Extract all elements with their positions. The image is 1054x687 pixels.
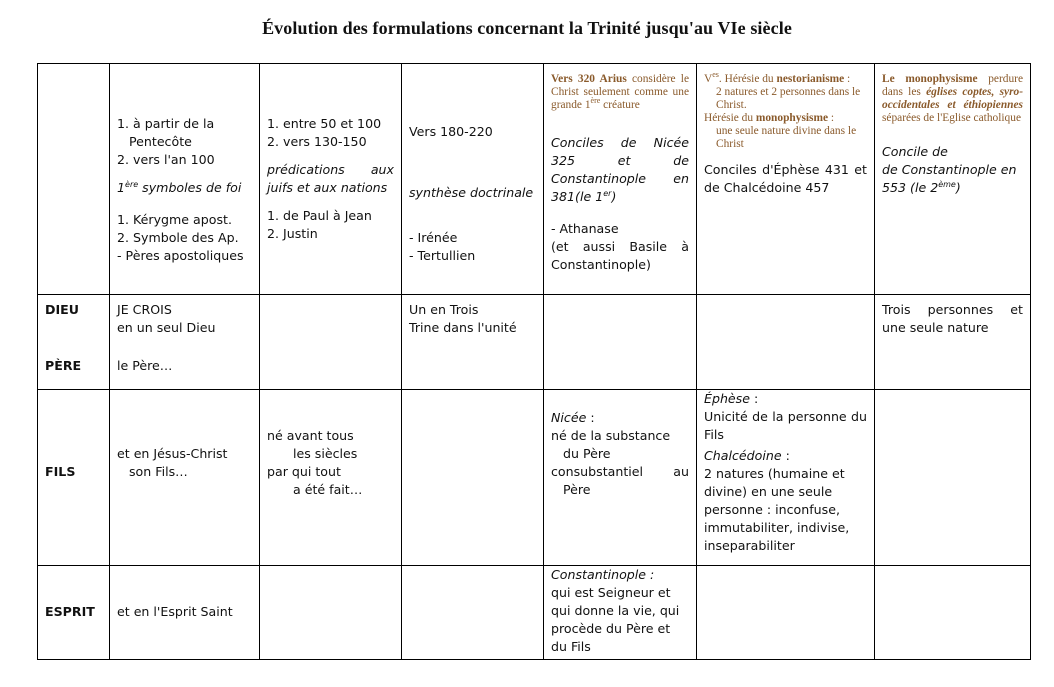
cell-dieu-3 (402, 295, 544, 390)
text-block: qui est Seigneur et qui donne la vie, qui procède du Père et du Fils (551, 585, 680, 654)
text-line: né avant tous (267, 428, 354, 443)
text-block: Trois personnes et une seule nature (882, 302, 1023, 335)
row-label-fils (38, 390, 110, 566)
empty-cell (260, 295, 402, 390)
text-line: Père (563, 482, 591, 497)
text-line: - Tertullien (409, 248, 476, 263)
empty-cell (544, 295, 697, 390)
text-line: par qui tout (267, 464, 341, 479)
text-line: 1. entre 50 et 100 (267, 116, 382, 131)
text-line: Nicée : (551, 410, 595, 425)
monophysism-note: Le monophysisme perdure dans les églises coptes, syro-occidentales et éthiopiennes séparées de l'Eglise catholique (882, 73, 1023, 124)
empty-cell (697, 295, 875, 390)
text-line: consubstantiel au (551, 464, 689, 479)
cell-fils-4 (544, 390, 697, 566)
text-line: Un en Trois (409, 302, 479, 317)
text-line: prédications aux (267, 162, 394, 177)
text-line: Vers 180-220 (409, 124, 493, 139)
text-block: (et aussi Basile à Constantinople) (551, 239, 689, 272)
cell-esprit-1 (110, 566, 260, 660)
text-line: Concile de (882, 144, 948, 159)
empty-cell (875, 390, 1031, 566)
text-line: 1. de Paul à Jean (267, 208, 372, 223)
empty-cell (402, 390, 544, 566)
table-row-dieu (38, 295, 1031, 390)
text-line: JE CROIS (117, 302, 172, 317)
cell-header-period-3 (402, 64, 544, 295)
cell-fils-2 (260, 390, 402, 566)
cell-dieu-1 (110, 295, 260, 390)
text-line: en un seul Dieu (117, 320, 216, 335)
cell-esprit-4 (544, 566, 697, 660)
trinity-table (37, 63, 1031, 660)
cell-fils-5 (697, 390, 875, 566)
cell-dieu-6 (875, 295, 1031, 390)
empty-cell (402, 566, 544, 660)
text-line: 2. Justin (267, 226, 318, 241)
text-line: du Père (563, 446, 611, 461)
text-line: Pentecôte (129, 134, 192, 149)
arius-note: Vers 320 Arius considère le Christ seulement comme une grande 1ère créature (551, 73, 689, 111)
text-line: le Père… (117, 358, 173, 373)
text-line: Trine dans l'unité (409, 320, 517, 335)
text-line: synthèse doctrinale (409, 185, 534, 200)
text-line: Chalcédoine : (704, 448, 790, 463)
row-label-dieu-pere (38, 295, 110, 390)
text-line: - Athanase (551, 221, 619, 236)
text-line: 1ère symboles de foi (117, 179, 242, 195)
text-line: a été fait… (293, 482, 363, 497)
row-label: FILS (45, 464, 76, 479)
cell-fils-1 (110, 390, 260, 566)
table-row-header (38, 64, 1031, 295)
text-line: et en l'Esprit Saint (117, 604, 233, 619)
table-row-fils (38, 390, 1031, 566)
text-line: juifs et aux nations (267, 180, 388, 195)
cell-header-period-1 (110, 64, 260, 295)
text-block: 2 natures (humaine et divine) en une seule personne : inconfuse, immutabiliter, indivise, inseparabiliter (704, 466, 850, 553)
page-title: Évolution des formulations concernant la Trinité jusqu'au VIe siècle (262, 18, 792, 38)
cell-header-period-4 (544, 64, 697, 295)
text-line: 2. Symbole des Ap. (117, 230, 239, 245)
empty-cell (875, 566, 1031, 660)
text-line: né de la substance (551, 428, 671, 443)
text-line: de Constantinople en 553 (le 2ème) (882, 162, 1017, 195)
text-line: 1. Kérygme apost. (117, 212, 232, 227)
row-label: PÈRE (45, 358, 82, 373)
text-line: 1. à partir de la (117, 116, 215, 131)
heresy-note: $V^{es}$. Hérésie du nestorianisme : 2 natures et 2 personnes dans le Christ. Hérésie du monophysisme : une seule nature divine dans le Christ (704, 70, 861, 150)
empty-cell (260, 566, 402, 660)
empty-cell (38, 64, 110, 295)
text-line: 2. vers 130-150 (267, 134, 367, 149)
text-block: Unicité de la personne du Fils (704, 409, 867, 442)
row-label: ESPRIT (45, 604, 95, 619)
cell-header-period-5 (697, 64, 875, 295)
empty-cell (697, 566, 875, 660)
text-line: Éphèse : (704, 391, 759, 406)
cell-header-period-6 (875, 64, 1031, 295)
text-block: Conciles d'Éphèse 431 et de Chalcédoine 457 (704, 162, 867, 195)
text-line: - Pères apostoliques (117, 248, 244, 263)
text-block: Conciles de Nicée 325 et de Constantinople en 381(le 1er) (551, 135, 689, 204)
text-line: 2. vers l'an 100 (117, 152, 215, 167)
text-line: Constantinople : (551, 567, 655, 582)
table-row-esprit (38, 566, 1031, 660)
text-line: son Fils… (129, 464, 188, 479)
text-line: - Irénée (409, 230, 458, 245)
text-line: les siècles (293, 446, 358, 461)
cell-header-period-2 (260, 64, 402, 295)
row-label: DIEU (45, 302, 79, 317)
text-line: et en Jésus-Christ (117, 446, 228, 461)
row-label-esprit (38, 566, 110, 660)
